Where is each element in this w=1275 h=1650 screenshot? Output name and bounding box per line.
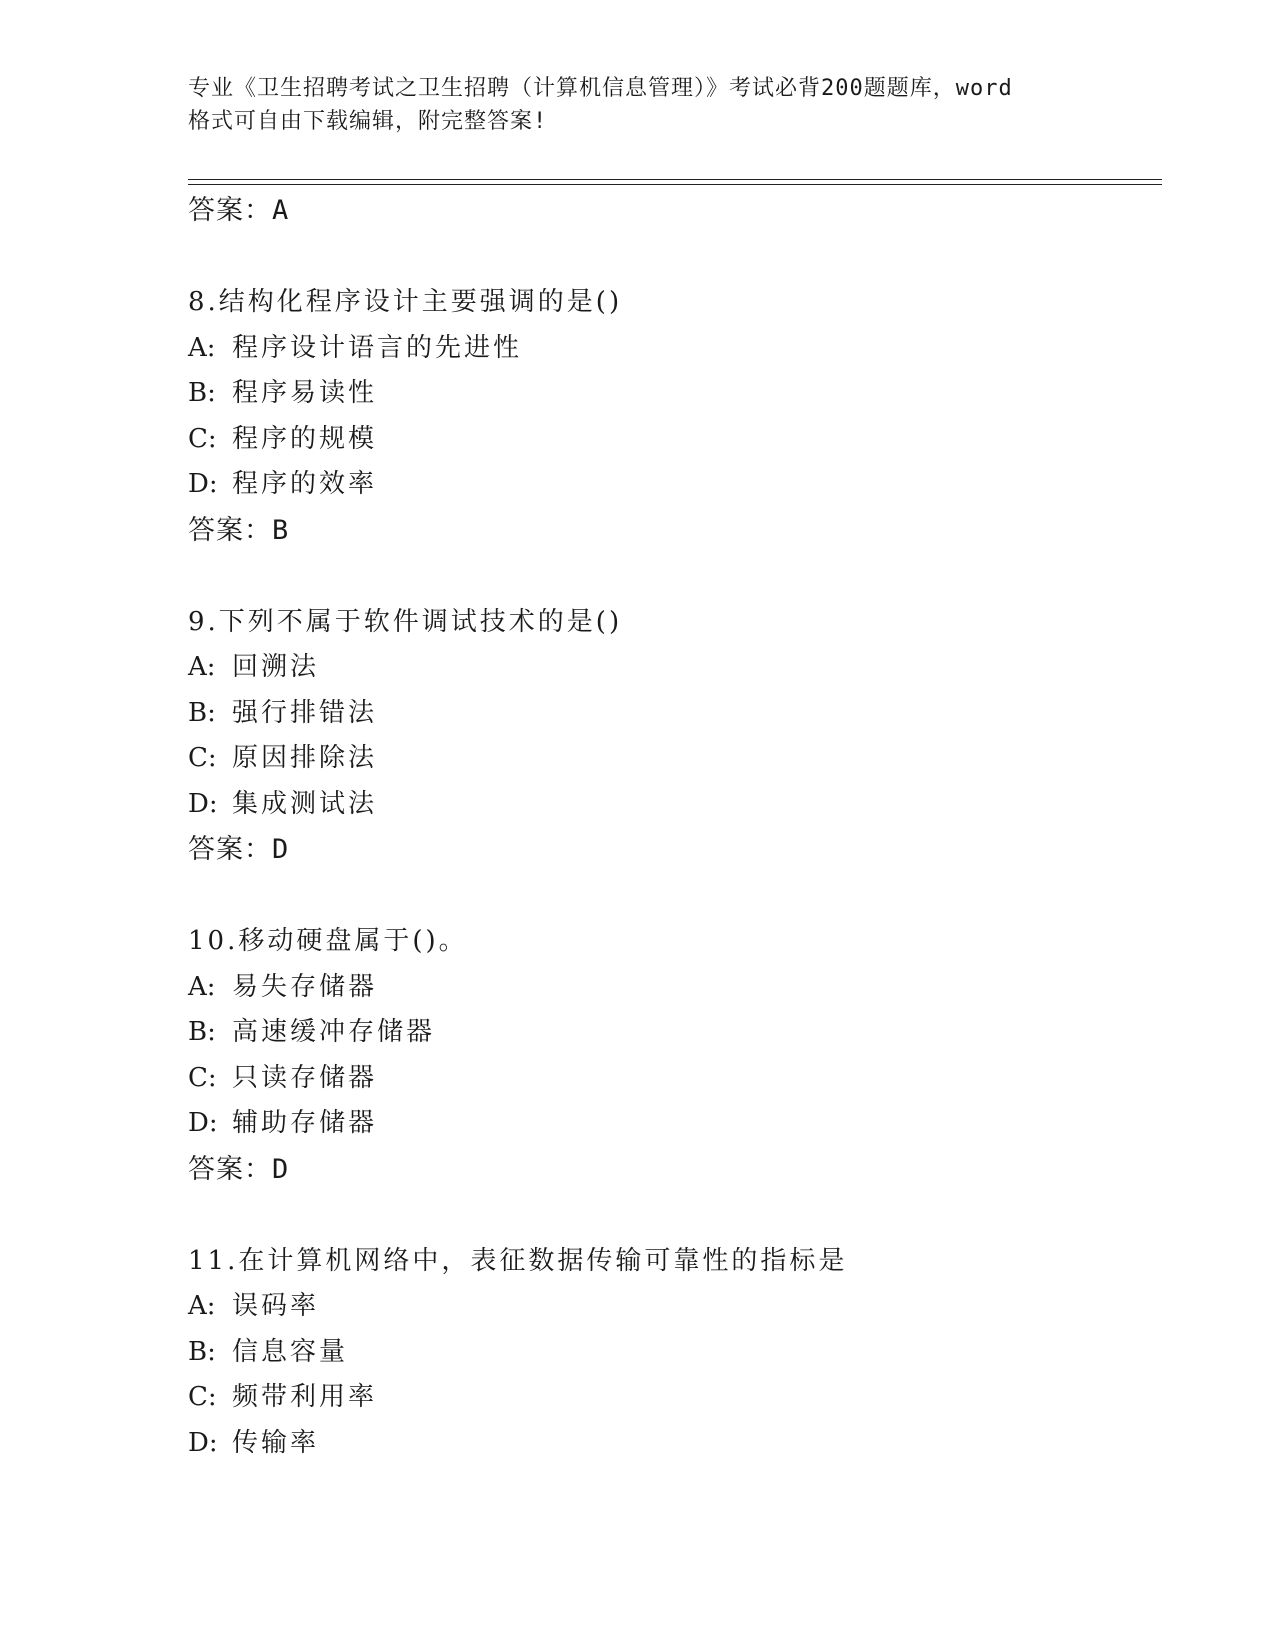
option-letter: B:	[188, 1336, 216, 1367]
answer-label: 答案：	[188, 834, 272, 865]
option-text: 程序易读性	[232, 378, 378, 408]
question-stem: 8.结构化程序设计主要强调的是()	[188, 287, 623, 317]
document-header	[188, 72, 1088, 138]
answer-label: 答案：	[188, 195, 272, 226]
option-a	[188, 965, 1168, 1011]
header-divider-bottom	[188, 184, 1162, 185]
answer-value: A	[272, 195, 290, 226]
option-text: 程序的规模	[232, 423, 378, 454]
answer-value: D	[272, 834, 290, 865]
option-text: 误码率	[232, 1291, 320, 1321]
question-stem: 10.移动硬盘属于()。	[188, 926, 468, 956]
header-line-2: 格式可自由下载编辑，附完整答案!	[188, 109, 548, 134]
option-d	[188, 782, 1168, 828]
option-letter: C:	[188, 743, 217, 773]
question-block-10	[188, 919, 1168, 1192]
option-letter: D:	[188, 788, 218, 819]
option-c	[188, 1375, 1168, 1421]
question-list	[188, 188, 1168, 1466]
option-b	[188, 1010, 1168, 1056]
question-block-11	[188, 1239, 1168, 1467]
header-divider-top	[188, 179, 1162, 180]
option-text: 强行排错法	[232, 697, 378, 728]
option-d	[188, 1101, 1168, 1147]
option-text: 只读存储器	[232, 1062, 378, 1093]
option-c	[188, 417, 1168, 463]
option-text: 辅助存储器	[232, 1108, 378, 1138]
option-b	[188, 691, 1168, 737]
option-letter: C:	[188, 423, 217, 454]
option-text: 频带利用率	[232, 1382, 378, 1412]
answer-line	[188, 508, 1168, 553]
option-letter: A:	[188, 652, 216, 682]
answer-value: B	[272, 514, 290, 546]
option-letter: A:	[188, 1291, 216, 1321]
answer-line	[188, 1147, 1168, 1192]
option-text: 信息容量	[232, 1336, 349, 1367]
option-letter: D:	[188, 469, 218, 499]
option-letter: D:	[188, 1108, 218, 1138]
option-letter: C:	[188, 1062, 217, 1093]
option-letter: A:	[188, 332, 216, 363]
header-line-1: 专业《卫生招聘考试之卫生招聘（计算机信息管理）》考试必背200题题库，word	[188, 76, 1013, 101]
option-a	[188, 645, 1168, 691]
option-d	[188, 1421, 1168, 1467]
option-letter: A:	[188, 971, 216, 1002]
option-text: 程序设计语言的先进性	[232, 332, 523, 363]
question-block-8	[188, 280, 1168, 553]
answer-value: D	[272, 1153, 290, 1185]
answer-label: 答案：	[188, 1153, 272, 1185]
option-text: 易失存储器	[232, 971, 378, 1002]
option-text: 集成测试法	[232, 788, 378, 819]
option-letter: B:	[188, 1017, 216, 1047]
option-b	[188, 1330, 1168, 1376]
option-c	[188, 736, 1168, 782]
option-letter: B:	[188, 697, 216, 728]
option-text: 传输率	[232, 1427, 320, 1458]
answer-line-7	[188, 188, 1168, 233]
answer-line	[188, 827, 1168, 872]
option-letter: B:	[188, 378, 216, 408]
option-b	[188, 371, 1168, 417]
option-a	[188, 1284, 1168, 1330]
option-text: 高速缓冲存储器	[232, 1017, 436, 1047]
option-text: 程序的效率	[232, 469, 378, 499]
option-text: 回溯法	[232, 652, 320, 682]
option-d	[188, 462, 1168, 508]
option-text: 原因排除法	[232, 743, 378, 773]
option-letter: C:	[188, 1382, 217, 1412]
option-c	[188, 1056, 1168, 1102]
answer-label: 答案：	[188, 514, 272, 546]
option-a	[188, 326, 1168, 372]
question-stem: 9.下列不属于软件调试技术的是()	[188, 606, 623, 637]
question-block-9	[188, 600, 1168, 873]
question-stem: 11.在计算机网络中，表征数据传输可靠性的指标是	[188, 1245, 848, 1276]
option-letter: D:	[188, 1427, 218, 1458]
